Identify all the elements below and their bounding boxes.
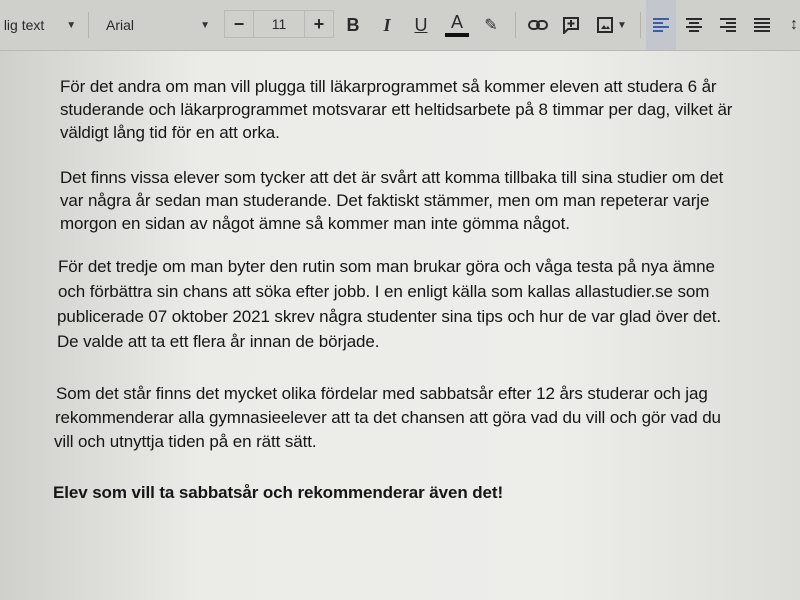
bold-icon: B [346,14,360,35]
divider [88,12,89,38]
document-body[interactable] [0,51,800,600]
signature-line: Elev som vill ta sabbatsår och rekommenderar även det! [53,483,504,502]
text-line: väldigt lång tid för en att orka. [60,123,280,142]
text-line: Det finns vissa elever som tycker att det är svårt att komma tillbaka till sina studier om det [60,168,724,187]
minus-icon: − [233,13,245,34]
chevron-down-icon: ▼ [617,19,627,31]
insert-link-button[interactable] [526,0,550,50]
font-size-input[interactable] [254,11,305,37]
highlighter-icon: ✎ [484,17,498,34]
line-spacing-icon: ↕ [790,16,798,33]
justify-button[interactable] [750,0,774,50]
chevron-down-icon: ▼ [200,19,210,31]
chevron-down-icon: ▼ [66,19,77,31]
style-select-value: lig text [3,17,45,33]
increase-font-size-button[interactable] [305,11,333,37]
decrease-font-size-button[interactable] [225,11,254,37]
link-icon [528,19,548,31]
text-line: Som det står finns det mycket olika fördelar med sabbatsår efter 12 års studerar och jag [56,384,708,403]
justify-icon [754,18,770,32]
text-color-button[interactable] [444,0,470,50]
line-spacing-button[interactable] [788,0,800,50]
add-comment-icon [562,16,580,34]
align-center-icon [686,18,702,32]
underline-icon: U [414,14,428,35]
align-right-button[interactable] [716,0,740,50]
text-line: De valde att ta ett flera år innan de började. [57,332,380,351]
text-line: För det andra om man vill plugga till läkarprogrammet så kommer eleven att studera 6 år [60,77,717,96]
align-center-button[interactable] [682,0,706,50]
divider [515,12,516,38]
insert-image-button[interactable] [592,0,632,50]
text-line: För det tredje om man byter den rutin som man brukar göra och våga testa på nya ämne [58,257,715,276]
align-left-icon [653,18,669,32]
font-select[interactable] [96,0,216,50]
bold-button[interactable] [342,0,364,50]
divider [640,12,641,38]
italic-icon: I [383,14,391,35]
text-line: vill och utnyttja tiden på en rätt sätt. [54,432,317,451]
text-line: publicerade 07 oktober 2021 skrev några studenter sina tips och hur de var glad över det. [57,307,721,326]
text-line: rekommenderar alla gymnasieelever att ta det chansen att göra vad du vill och gör vad du [55,408,721,427]
highlight-button[interactable] [480,0,502,50]
text-color-swatch [445,33,469,37]
align-right-icon [720,18,736,32]
insert-comment-button[interactable] [560,0,582,50]
image-icon [597,17,613,33]
font-select-value: Arial [106,17,135,33]
font-size-stepper [224,10,334,38]
align-left-button[interactable] [646,0,676,50]
text-color-icon: A [450,12,463,32]
toolbar [0,0,800,51]
plus-icon: + [313,13,325,34]
font-size-value: 11 [271,16,287,32]
italic-button[interactable] [376,0,398,50]
text-line: och förbättra sin chans att söka efter jobb. I en enligt källa som kallas allastudier.se som [58,282,710,301]
text-line: studerande och läkarprogrammet motsvarar ett heltidsarbete på 8 timmar per dag, vilket är [60,100,733,119]
underline-button[interactable] [410,0,432,50]
text-line: morgon en sidan av något ämne så kommer man inte gömma något. [60,214,570,233]
style-select[interactable] [0,0,80,50]
text-line: var några år sedan man studerande. Det faktiskt stämmer, men om man repeterar varje [60,191,710,210]
